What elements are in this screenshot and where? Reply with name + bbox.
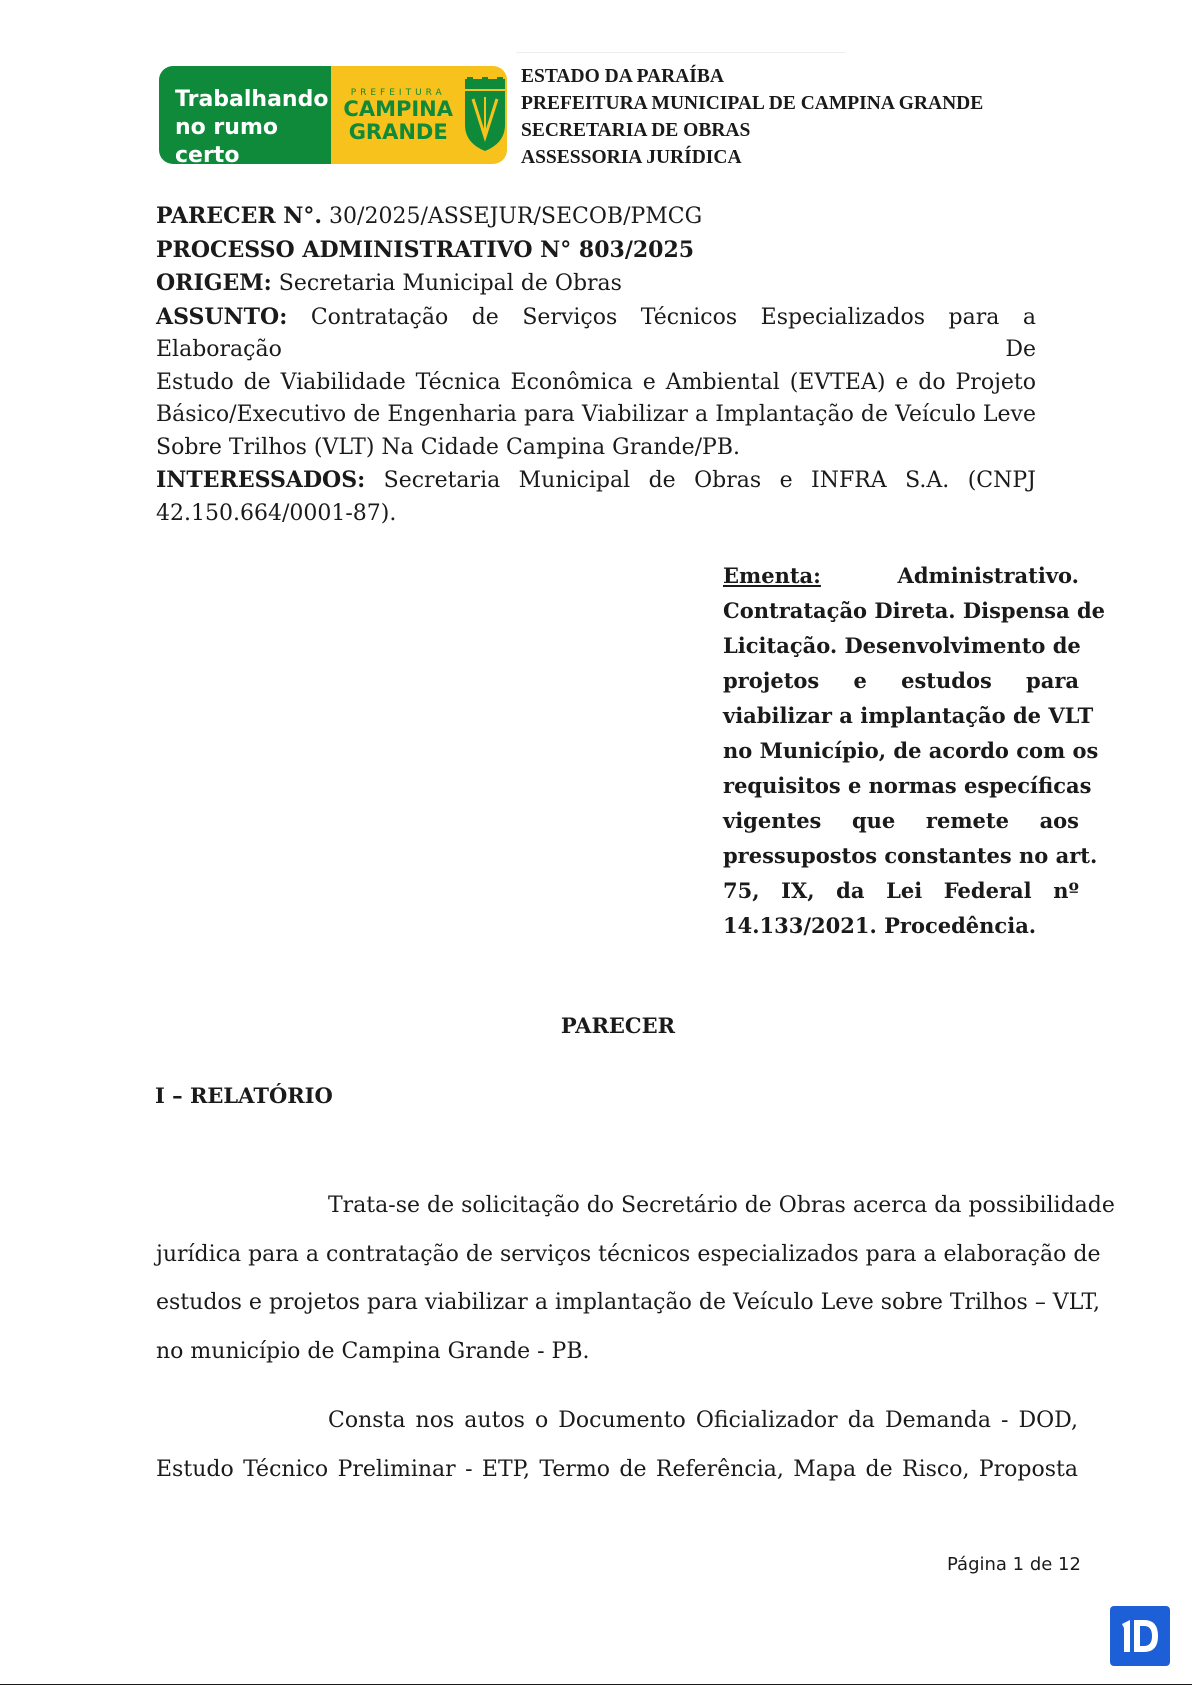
interessados-text: Secretaria Municipal de Obras e INFRA S.A. (CNPJ — [365, 468, 1036, 493]
header-assessoria: ASSESSORIA JURÍDICA — [521, 147, 742, 168]
header-state: ESTADO DA PARAÍBA — [521, 66, 724, 87]
logo-slogan-line1: Trabalhando — [175, 87, 329, 112]
origem — [156, 267, 1036, 301]
ementa-line: pressupostos constantes no art. — [723, 843, 1098, 868]
process-metadata — [156, 200, 1036, 530]
header-secretaria: SECRETARIA DE OBRAS — [521, 120, 751, 141]
page-number: Página 1 de 12 — [947, 1554, 1081, 1575]
badge-glyph-icon — [1118, 1616, 1162, 1656]
logo-prefeitura: PREFEITURA — [350, 87, 446, 98]
origem-label: ORIGEM: — [156, 270, 272, 296]
relatorio-paragraph-2 — [156, 1397, 1078, 1494]
ementa-line: requisitos e normas específicas — [723, 773, 1092, 798]
ementa-line: projetos e estudos para — [723, 668, 1079, 693]
interessados-label: INTERESSADOS: — [156, 467, 366, 493]
ementa-line: 14.133/2021. Procedência. — [723, 913, 1037, 938]
parecer-value: 30/2025/ASSEJUR/SECOB/PMCG — [322, 204, 703, 229]
relatorio-heading: I – RELATÓRIO — [155, 1083, 333, 1108]
interessados-line-2: 42.150.664/0001-87). — [156, 500, 397, 526]
ementa-line: viabilizar a implantação de VLT — [723, 703, 1094, 728]
paragraph-line: Estudo Técnico Preliminar - ETP, Termo de Referência, Mapa de Risco, Proposta — [156, 1456, 1078, 1482]
logo-campina: CAMPINA — [343, 96, 453, 121]
ementa-label: Ementa: — [723, 563, 821, 588]
interessados-line-1 — [156, 464, 1036, 498]
assunto-label: ASSUNTO: — [156, 303, 288, 330]
assunto-text: Contratação de Serviços Técnicos Especializados para a Elaboração De — [156, 304, 1036, 362]
header-rule — [516, 52, 846, 53]
processo-label: PROCESSO ADMINISTRATIVO N° 803/2025 — [156, 236, 695, 263]
ementa-line: vigentes que remete aos — [723, 808, 1079, 833]
ementa-line: no Município, de acordo com os — [723, 738, 1099, 763]
logo-slogan — [159, 66, 331, 164]
ementa-line: Licitação. Desenvolvimento de — [723, 633, 1081, 658]
parecer-label: PARECER N°. — [156, 203, 323, 229]
assunto-line-4: Sobre Trilhos (VLT) Na Cidade Campina Grande/PB. — [156, 434, 741, 460]
origem-value: Secretaria Municipal de Obras — [271, 271, 622, 296]
header-prefeitura: PREFEITURA MUNICIPAL DE CAMPINA GRANDE — [521, 93, 984, 114]
logo-brand-text — [343, 88, 453, 143]
ementa-line: Contratação Direta. Dispensa de — [723, 598, 1106, 623]
parecer-number — [156, 200, 1036, 234]
paragraph-line: no município de Campina Grande - PB. — [156, 1338, 590, 1364]
relatorio-paragraph-1 — [156, 1182, 1115, 1376]
ementa-line-1 — [723, 558, 1079, 593]
logo-slogan-line2: no rumo certo — [175, 115, 278, 164]
parecer-title: PARECER — [560, 1013, 676, 1038]
document-badge-icon[interactable] — [1110, 1606, 1170, 1666]
processo-number — [156, 234, 1036, 268]
ementa-block — [723, 558, 1106, 943]
ementa-first-rest: Administrativo. — [897, 563, 1079, 588]
paragraph-line: jurídica para a contratação de serviços técnicos especializados para a elaboração de — [156, 1241, 1101, 1267]
paragraph-line: estudos e projetos para viabilizar a implantação de Veículo Leve sobre Trilhos – VLT, — [156, 1290, 1100, 1315]
logo-brand — [331, 66, 507, 164]
assunto-line-2: Estudo de Viabilidade Técnica Econômica e Ambiental (EVTEA) e do Projeto — [156, 369, 1036, 395]
logo-grande: GRANDE — [348, 119, 448, 144]
ementa-line: 75, IX, da Lei Federal nº — [723, 878, 1079, 903]
assunto-line-1 — [156, 301, 1036, 367]
paragraph-line: Consta nos autos o Documento Oficializador da Demanda - DOD, — [328, 1408, 1078, 1433]
document-header — [521, 63, 983, 171]
city-crest-icon — [463, 77, 507, 153]
assunto-line-3: Básico/Executivo de Engenharia para Viabilizar a Implantação de Veículo Leve — [156, 402, 1036, 427]
prefeitura-logo — [159, 66, 507, 164]
paragraph-line: Trata-se de solicitação do Secretário de Obras acerca da possibilidade — [328, 1193, 1115, 1218]
